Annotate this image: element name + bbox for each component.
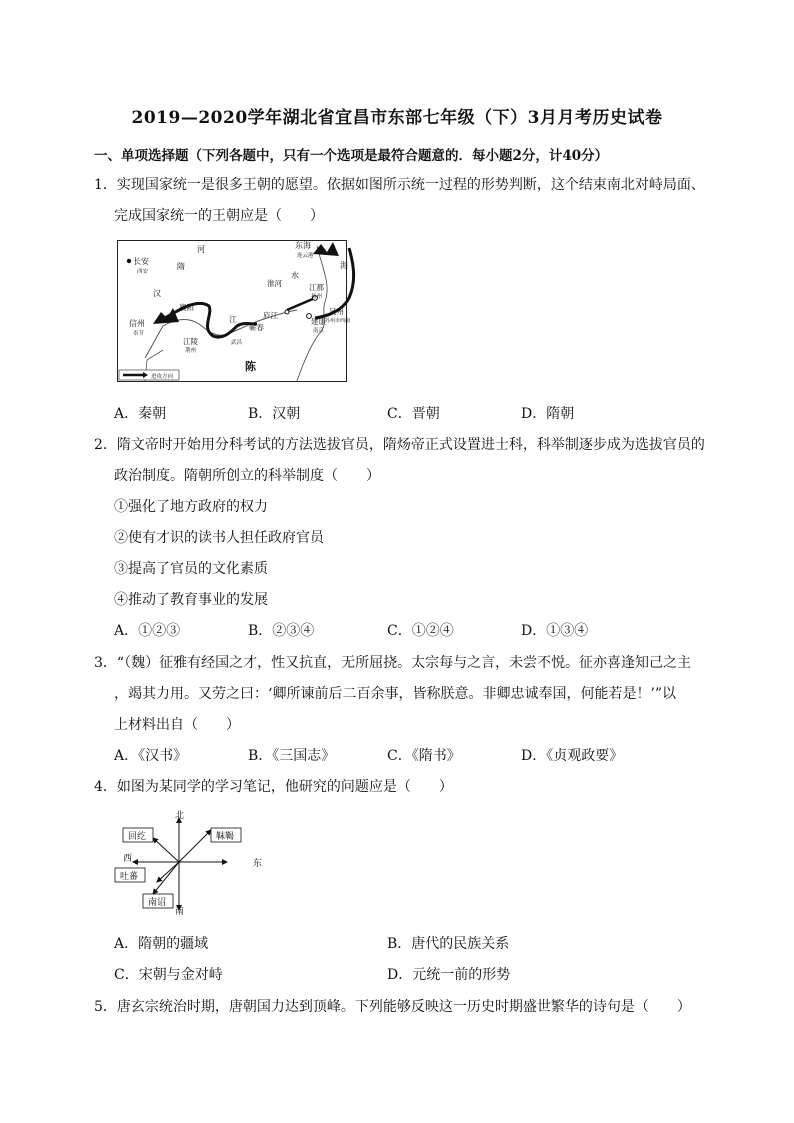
map-legend-label: 进攻方向 <box>151 374 174 380</box>
question-1-option-d[interactable]: D．隋朝 <box>521 406 575 422</box>
question-2-option-a[interactable]: A．①②③ <box>114 623 181 639</box>
question-1-line-1: 1．实现国家统一是很多王朝的愿望。依据如图所示统一过程的形势判断，这个结束南北对峙局面、 <box>94 177 705 193</box>
question-4-option-d[interactable]: D．元统一前的形势 <box>387 967 511 983</box>
map-label-hai: 海 <box>340 261 348 270</box>
map-label-jingzhou: 荆州 <box>185 348 197 354</box>
page-title: 2019—2020学年湖北省宜昌市东部七年级（下）3月月考历史试卷 <box>131 108 663 128</box>
map-label-qichun: 蕲春 <box>249 323 264 332</box>
question-2-option-d[interactable]: D．①③④ <box>521 623 589 639</box>
map-label-jiangdu: 江都 <box>309 283 324 292</box>
diagram-box-nanzhao: 南诏 <box>148 897 167 907</box>
question-4-option-b[interactable]: B．唐代的民族关系 <box>387 936 510 952</box>
question-4-option-c[interactable]: C．宋朝与金对峙 <box>114 967 223 983</box>
question-1-option-c[interactable]: C．晋朝 <box>387 406 440 422</box>
diagram-south-label: 南 <box>175 906 185 916</box>
map-label-shui: 水 <box>291 271 299 280</box>
map-label-lujiang: 庐江 <box>263 311 278 320</box>
question-2-option-b[interactable]: B．②③④ <box>248 623 315 639</box>
question-3-option-d[interactable]: D．《贞观政要》 <box>521 748 624 764</box>
unification-map <box>117 240 351 382</box>
question-1-option-a[interactable]: A．秦朝 <box>114 406 167 422</box>
question-1-option-b[interactable]: B．汉朝 <box>248 406 301 422</box>
question-2-item-4: ④推动了教育事业的发展 <box>114 592 268 608</box>
map-label-changan: 长安 <box>133 257 149 266</box>
question-3-option-b[interactable]: B．《三国志》 <box>248 748 336 764</box>
map-label-suzhou: 苏州市西南 <box>325 318 351 324</box>
map-label-wuchang: 武昌 <box>231 340 243 346</box>
diagram-box-tubo: 吐蕃 <box>120 871 139 881</box>
section-heading: 一、单项选择题（下列各题中，只有一个选项是最符合题意的．每小题2分，计40分） <box>94 148 609 164</box>
diagram-box-mohe: 靺鞨 <box>216 831 235 841</box>
map-label-fengjie: 奉节 <box>133 331 145 337</box>
map-label-donghai: 东海 <box>295 241 311 250</box>
question-2-option-c[interactable]: C．①②④ <box>387 623 454 639</box>
map-label-sui: 隋 <box>177 262 185 271</box>
question-3-line-3: 上材料出自（ ） <box>114 717 240 733</box>
map-label-xiangyang: 襄阳 <box>179 303 194 312</box>
question-4-line-1: 4．如图为某同学的学习笔记，他研究的问题应是（ ） <box>94 779 453 795</box>
map-label-jiankang: 建康 <box>311 317 326 326</box>
map-label-huaihe: 淮河 <box>267 279 282 288</box>
question-1-line-2: 完成国家统一的王朝应是（ ） <box>114 208 324 224</box>
map-label-xinzhou: 信州 <box>129 319 145 328</box>
diagram-east-label: 东 <box>253 858 263 868</box>
map-label-chen: 陈 <box>245 361 256 373</box>
diagram-box-huihe: 回纥 <box>128 831 147 841</box>
question-2-line-2: 政治制度。隋朝所创立的科举制度（ ） <box>114 468 380 484</box>
map-label-jiangling: 江陵 <box>183 337 198 346</box>
map-label-xian: 西安 <box>137 269 149 275</box>
question-3-option-a[interactable]: A．《汉书》 <box>114 748 188 764</box>
question-3-line-1: 3．“（魏）征雅有经国之才，性又抗直，无所屈挠。太宗每与之言，未尝不悦。征亦喜逢知己之主 <box>94 655 692 671</box>
map-label-nanjing: 南京 <box>313 328 325 334</box>
question-5-line-1: 5．唐玄宗统治时期，唐朝国力达到顶峰。下列能够反映这一历史时期盛世繁华的诗句是（ ） <box>94 999 691 1015</box>
map-label-lianyungang: 连云港 <box>297 253 314 259</box>
question-3-line-2: ，竭其力用。又劳之曰：‘卿所谏前后二百余事，皆称朕意。非卿忠诚奉国，何能若是！’”以 <box>114 686 677 702</box>
map-label-jiang: 江 <box>229 315 237 324</box>
question-2-item-2: ②使有才识的读书人担任政府官员 <box>114 530 324 546</box>
map-label-han: 汉 <box>153 289 161 298</box>
map-label-wuzhou: 吴州 <box>329 307 344 316</box>
map-label-yangzhou: 扬州 <box>311 294 323 300</box>
map-label-he: 河 <box>197 245 205 254</box>
question-2-item-3: ③提高了官员的文化素质 <box>114 561 268 577</box>
diagram-north-label: 北 <box>175 810 185 820</box>
question-3-option-c[interactable]: C．《隋书》 <box>387 748 461 764</box>
study-notes-diagram <box>113 810 263 914</box>
question-4-option-a[interactable]: A．隋朝的疆域 <box>114 936 209 952</box>
diagram-west-label: 西 <box>123 853 133 863</box>
question-2-item-1: ①强化了地方政府的权力 <box>114 499 268 515</box>
question-2-line-1: 2．隋文帝时开始用分科考试的方法选拔官员，隋炀帝正式设置进士科，科举制逐步成为选拔官员的 <box>94 437 705 453</box>
